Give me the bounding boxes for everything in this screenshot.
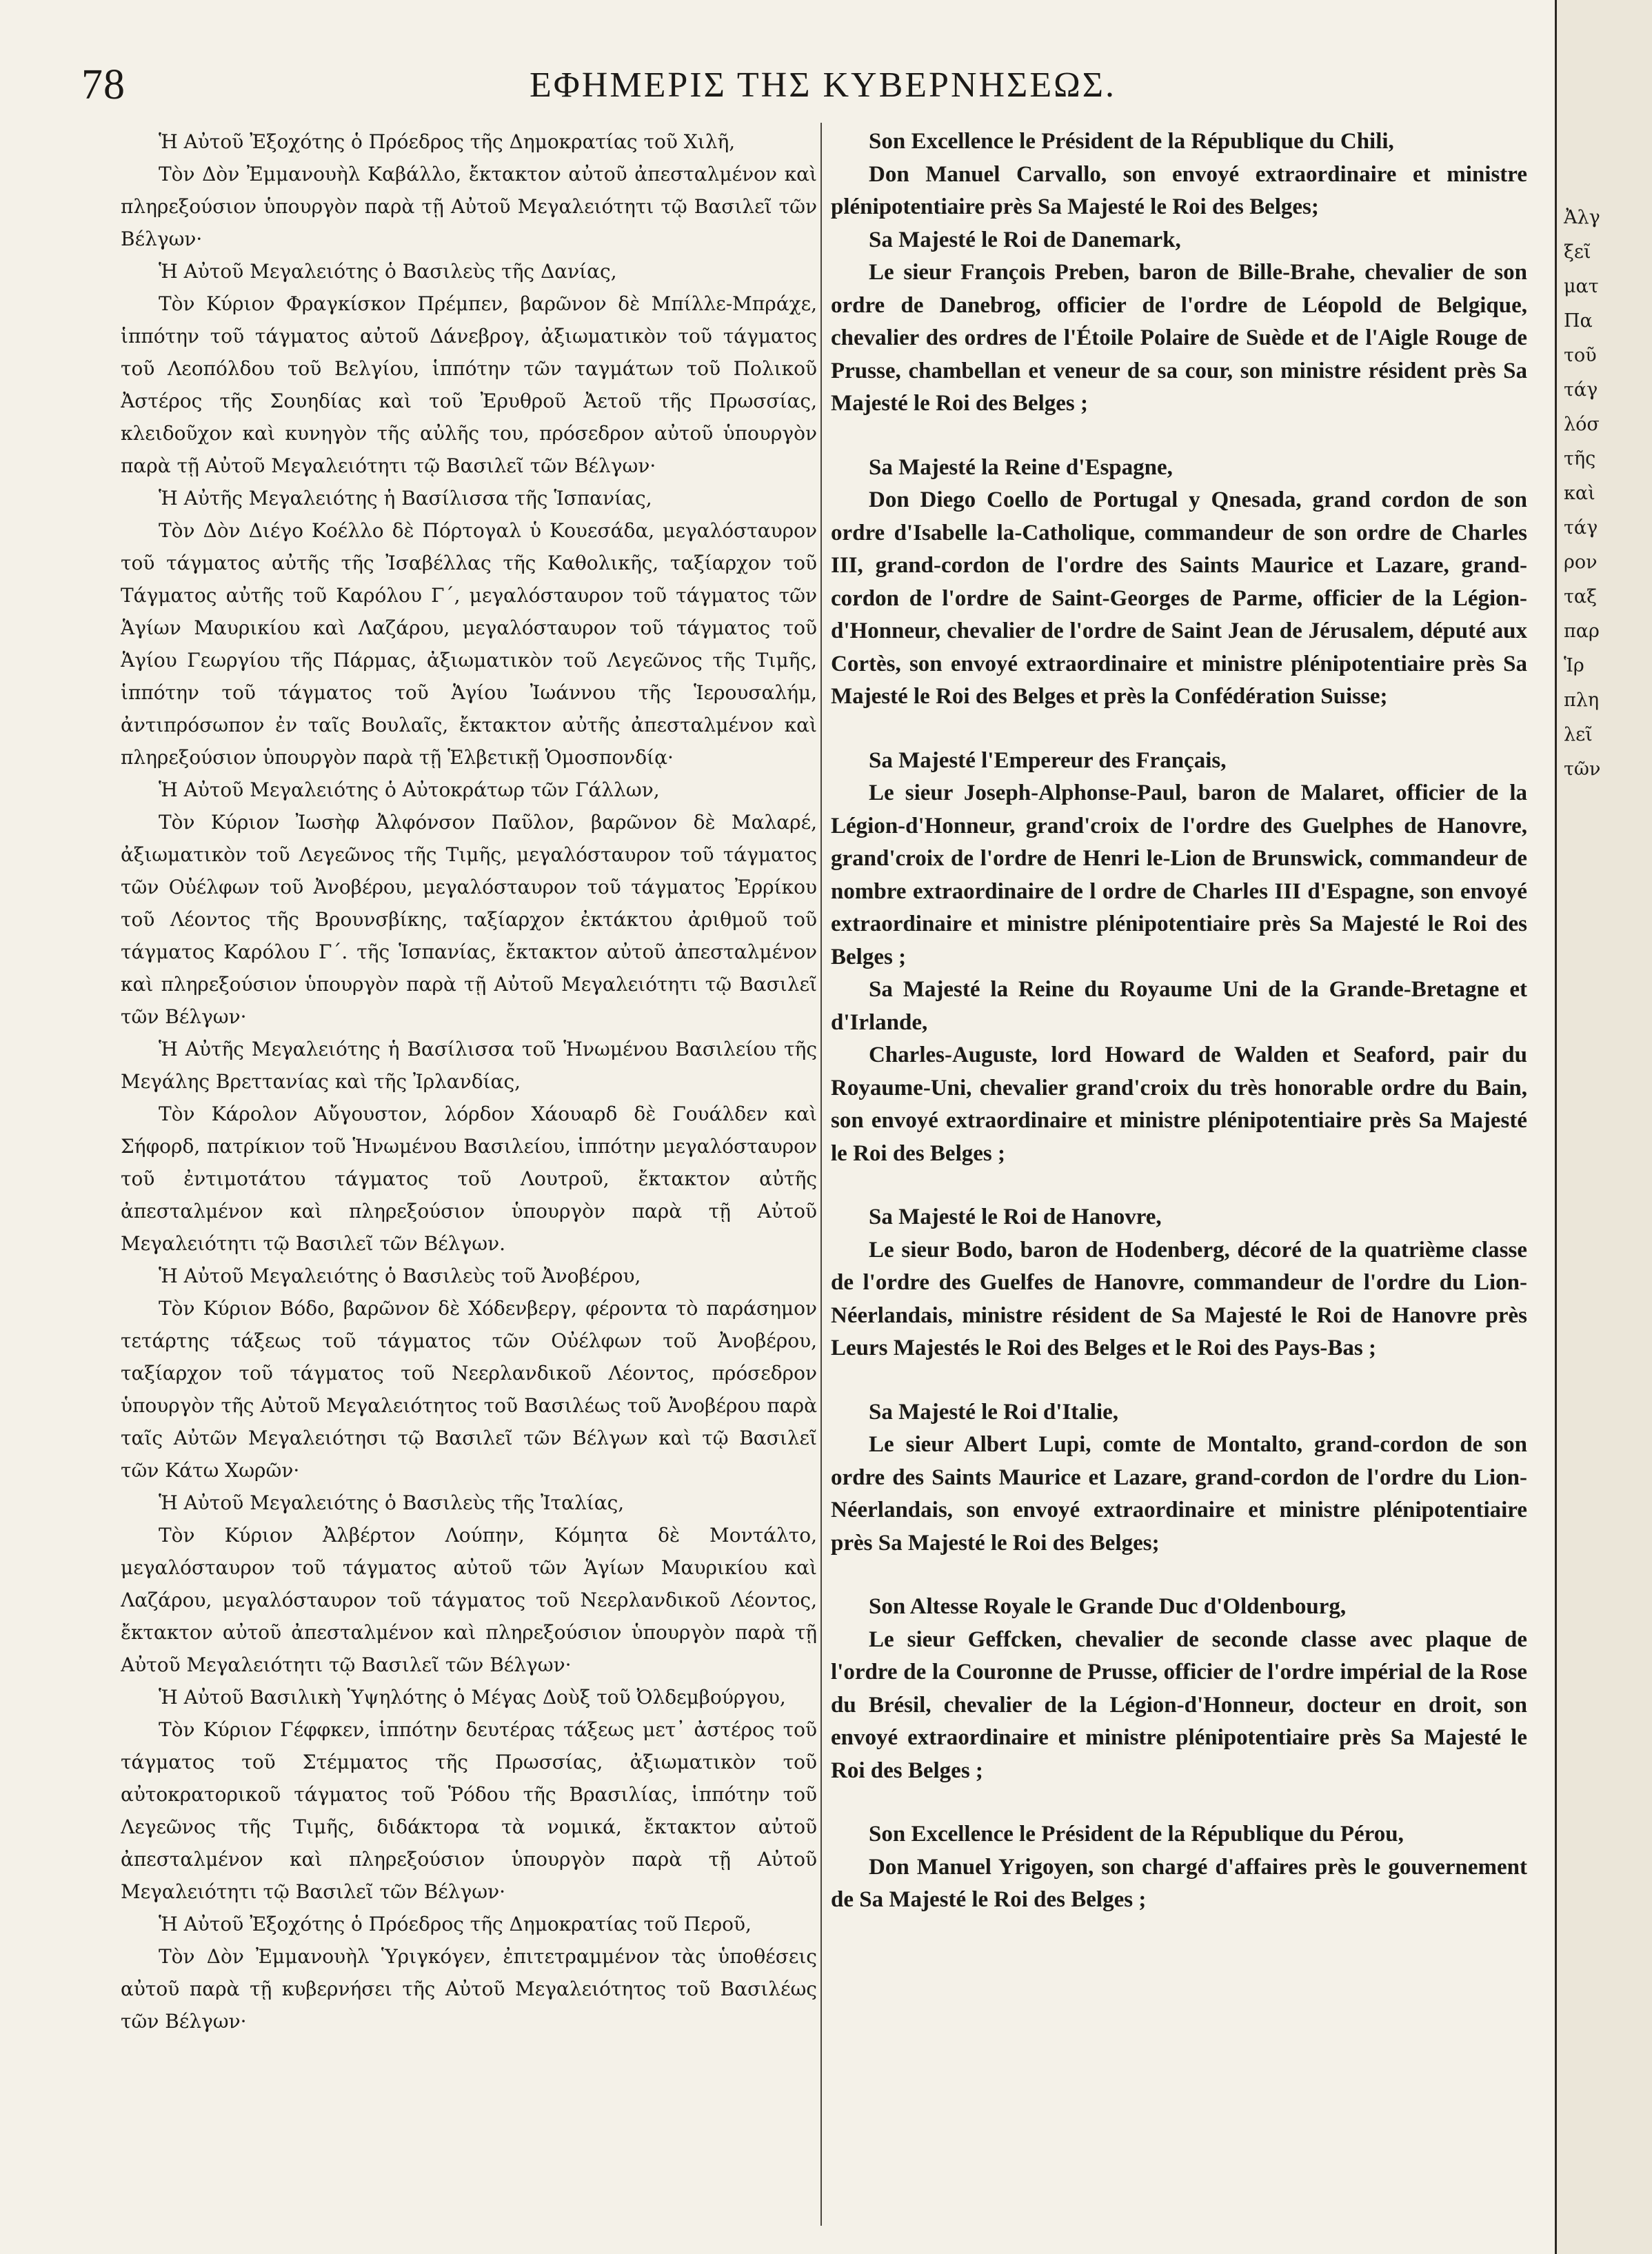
column-divider <box>820 123 822 2226</box>
french-paragraph: Le sieur Albert Lupi, comte de Montalto, grand-cordon de son ordre des Saints Maurice et Lazare, grand-cordon de l'ordre du Lion-Néerlandais, son envoyé extraordinaire et ministre plénipotentiaire près Sa Majesté le Roi des Belges; <box>831 1432 1527 1556</box>
french-paragraph: Son Excellence le Président de la République du Chili, <box>869 129 1394 154</box>
page-header <box>0 41 1652 117</box>
edge-fragment: λεῖ <box>1564 724 1593 745</box>
edge-fragment: Ἱρ <box>1564 655 1584 676</box>
adjacent-page-edge <box>1555 0 1652 2254</box>
greek-paragraph: Τὸν Κύριον Γέφφκεν, ἱππότην δευτέρας τάξεως μετ᾽ ἀστέρος τοῦ τάγματος τοῦ Στέμματος τῆς Πρωσσίας, ἀξιωματικὸν τοῦ αὐτοκρατορικοῦ τάγματος τοῦ Ῥόδου τῆς Βρασιλίας, ἱππότην τοῦ Λεγεῶνος τῆς Τιμῆς, διδάκτορα τὰ νομικά, ἔκτακτον αὐτοῦ ἀπεσταλμένον καὶ πληρεξούσιον ὑπουργὸν παρὰ τῇ Αὐτοῦ Μεγαλειότητι τῷ Βασιλεῖ τῶν Βέλγων· <box>121 1718 817 1903</box>
edge-fragment: πλη <box>1564 690 1600 711</box>
french-paragraph: Le sieur Geffcken, chevalier de seconde classe avec plaque de l'ordre de la Couronne de Prusse, officier de l'ordre impérial de la Rose du Brésil, chevalier de la Légion-d'Honneur, docteur en droit, son envoyé extraordinaire et ministre plénipotentiaire près Sa Majesté le Roi des Belges ; <box>831 1627 1527 1783</box>
greek-paragraph: Τὸν Κάρολον Αὔγουστον, λόρδον Χάουαρδ δὲ Γουάλδεν καὶ Σήφορδ, πατρίκιον τοῦ Ἡνωμένου Βασιλείου, ἱππότην μεγαλόσταυρον τοῦ ἐντιμοτάτου τάγματος τοῦ Λουτροῦ, ἔκτακτον αὐτῆς ἀπεσταλμένον καὶ πληρεξούσιον ὑπουργὸν παρὰ τῇ Αὐτοῦ Μεγαλειότητι τῷ Βασιλεῖ τῶν Βέλγων. <box>121 1103 817 1255</box>
greek-text-column <box>121 125 817 2215</box>
paragraph-gap <box>831 1170 1527 1201</box>
greek-paragraph: Ἡ Αὐτοῦ Μεγαλειότης ὁ Αὐτοκράτωρ τῶν Γάλλων, <box>159 778 660 801</box>
paragraph-gap <box>831 714 1527 745</box>
edge-fragment: ρον <box>1564 552 1598 573</box>
edge-fragment: τάγ <box>1564 379 1598 401</box>
french-paragraph: Don Manuel Yrigoyen, son chargé d'affaires près le gouvernement de Sa Majesté le Roi des Belges ; <box>831 1854 1527 1912</box>
edge-fragment: ματ <box>1564 276 1599 297</box>
french-paragraph: Sa Majesté la Reine d'Espagne, <box>869 454 1173 480</box>
greek-paragraph: Ἡ Αὐτοῦ Μεγαλειότης ὁ Βασιλεὺς τῆς Δανίας, <box>159 260 617 283</box>
edge-fragment: τοῦ <box>1564 345 1597 366</box>
paragraph-gap <box>831 1560 1527 1591</box>
french-paragraph: Son Excellence le Président de la République du Pérou, <box>869 1822 1404 1847</box>
greek-paragraph: Ἡ Αὐτοῦ Ἐξοχότης ὁ Πρόεδρος τῆς Δημοκρατίας τοῦ Περοῦ, <box>159 1913 752 1935</box>
page-number: 78 <box>81 61 125 108</box>
french-paragraph: Don Manuel Carvallo, son envoyé extraordinaire et ministre plénipotentiaire près Sa Majesté le Roi des Belges; <box>831 161 1527 219</box>
french-paragraph: Sa Majesté le Roi d'Italie, <box>869 1399 1119 1425</box>
french-paragraph: Le sieur François Preben, baron de Bille-Brahe, chevalier de son ordre de Danebrog, officier de l'ordre de Léopold de Belgique, chevalier des ordres de l'Étoile Polaire de Suède et de l'Aigle Rouge de Prusse, chambellan et veneur de sa cour, son ministre résident près Sa Majesté le Roi des Belges ; <box>831 260 1527 416</box>
greek-paragraph: Ἡ Αὐτῆς Μεγαλειότης ἡ Βασίλισσα τῆς Ἱσπανίας, <box>159 487 652 510</box>
french-paragraph: Sa Majesté le Roi de Danemark, <box>869 227 1181 252</box>
edge-fragment: Ἀλγ <box>1564 207 1600 228</box>
edge-fragment: τάγ <box>1564 517 1598 539</box>
greek-paragraph: Ἡ Αὐτοῦ Μεγαλειότης ὁ Βασιλεὺς τῆς Ἰταλίας, <box>159 1491 625 1514</box>
paragraph-gap <box>831 421 1527 452</box>
french-text-column <box>831 125 1527 2215</box>
french-paragraph: Sa Majesté l'Empereur des Français, <box>869 747 1227 773</box>
french-paragraph: Sa Majesté la Reine du Royaume Uni de la Grande-Bretagne et d'Irlande, <box>831 977 1527 1035</box>
greek-paragraph: Τὸν Κύριον Βόδο, βαρῶνον δὲ Χόδενβεργ, φέροντα τὸ παράσημον τετάρτης τάξεως τοῦ τάγματος τῶν Οὐέλφων τοῦ Ἀνοβέρου, ταξίαρχον τοῦ τάγματος τοῦ Νεερλανδικοῦ Λέοντος, πρόσεδρον ὑπουργὸν τῆς Αὐτοῦ Μεγαλειότητος τοῦ Βασιλέως τοῦ Ἀνοβέρου παρὰ ταῖς Αὐτῶν Μεγαλειότησι τῷ Βασιλεῖ τῶν Βέλγων καὶ τῷ Βασιλεῖ τῶν Κάτω Χωρῶν· <box>121 1297 817 1482</box>
greek-paragraph: Τὸν Κύριον Ἰωσὴφ Ἀλφόνσον Παῦλον, βαρῶνον δὲ Μαλαρέ, ἀξιωματικὸν τοῦ Λεγεῶνος τῆς Τιμῆς, μεγαλόσταυρον τοῦ τάγματος τῶν Οὐέλφων τοῦ Ἀνοβέρου, μεγαλόσταυρον τοῦ τάγματος Ἐρρίκου τοῦ Λέοντος τῆς Βρουνσβίκης, ταξίαρχον ἐκτάκτου ἀριθμοῦ τοῦ τάγματος Καρόλου Γ΄. τῆς Ἱσπανίας, ἔκτακτον αὐτοῦ ἀπεσταλμένον καὶ πληρεξούσιον ὑπουργὸν παρὰ τῇ Αὐτοῦ Μεγαλειότητι τῷ Βασιλεῖ τῶν Βέλγων· <box>121 811 817 1028</box>
edge-fragment: καὶ <box>1564 483 1595 504</box>
page-title: ΕΦΗΜΕΡΙΣ ΤΗΣ ΚΥΒΕΡΝΗΣΕΩΣ. <box>530 66 1116 105</box>
greek-paragraph: Τὸν Κύριον Φραγκίσκον Πρέμπεν, βαρῶνον δὲ Μπίλλε-Μπράχε, ἱππότην τοῦ τάγματος αὐτοῦ Δάνεβρογ, ἀξιωματικὸν τοῦ τάγματος τοῦ Λεοπόλδου τοῦ Βελγίου, ἱππότην τῶν ταγμάτων τοῦ Πολικοῦ Ἀστέρος τῆς Σουηδίας καὶ τοῦ Ἐρυθροῦ Ἀετοῦ τῆς Πρωσσίας, κλειδοῦχον καὶ κυνηγὸν τῆς αὐλῆς του, πρόσεδρον αὐτοῦ ὑπουργὸν παρὰ τῇ Αὐτοῦ Μεγαλειότητι τῷ Βασιλεῖ τῶν Βέλγων· <box>121 292 817 477</box>
edge-fragment: ξεῖ <box>1564 241 1591 263</box>
french-paragraph: Son Altesse Royale le Grande Duc d'Oldenbourg, <box>869 1594 1347 1619</box>
edge-fragment: λόσ <box>1564 414 1600 435</box>
greek-paragraph: Ἡ Αὐτοῦ Ἐξοχότης ὁ Πρόεδρος τῆς Δημοκρατίας τοῦ Χιλῆ, <box>159 130 736 153</box>
greek-paragraph: Ἡ Αὐτοῦ Βασιλικὴ Ὑψηλότης ὁ Μέγας Δοὺξ τοῦ Ὀλδεμβούργου, <box>159 1686 786 1709</box>
greek-paragraph: Ἡ Αὐτῆς Μεγαλειότης ἡ Βασίλισσα τοῦ Ἡνωμένου Βασιλείου τῆς Μεγάλης Βρεττανίας καὶ τῆς Ἰρλανδίας, <box>121 1038 817 1093</box>
greek-paragraph: Τὸν Δὸν Ἐμμανουὴλ Καβάλλο, ἔκτακτον αὐτοῦ ἀπεσταλμένον καὶ πληρεξούσιον ὑπουργὸν παρὰ τῇ Αὐτοῦ Μεγαλειότητι τῷ Βασιλεῖ τῶν Βέλγων· <box>121 163 817 250</box>
edge-fragment: Πα <box>1564 310 1593 332</box>
french-paragraph: Sa Majesté le Roi de Hanovre, <box>869 1205 1162 1229</box>
greek-paragraph: Τὸν Δὸν Ἐμμανουὴλ Ὑριγκόγεν, ἐπιτετραμμένον τὰς ὑποθέσεις αὐτοῦ παρὰ τῇ κυβερνήσει τῆς Αὐτοῦ Μεγαλειότητος τοῦ Βασιλέως τῶν Βέλγων· <box>121 1945 817 2033</box>
greek-paragraph: Τὸν Δὸν Διέγο Κοέλλο δὲ Πόρτογαλ ὑ Κουεσάδα, μεγαλόσταυρον τοῦ τάγματος αὐτῆς τῆς Ἰσαβέλλας τῆς Καθολικῆς, ταξίαρχον τοῦ Τάγματος αὐτῆς τοῦ Καρόλου Γ΄, μεγαλόσταυρον τοῦ τάγματος τῶν Ἁγίων Μαυρικίου καὶ Λαζάρου, μεγαλόσταυρον τοῦ τάγματος τοῦ Ἁγίου Γεωργίου τῆς Πάρμας, ἀξιωματικὸν τοῦ Λεγεῶνος τῆς Τιμῆς, ἱππότην τοῦ τάγματος τοῦ Ἁγίου Ἰωάννου τῆς Ἱερουσαλήμ, ἀντιπρόσωπον ἐν ταῖς Βουλαῖς, ἔκτακτον αὐτῆς ἀπεσταλμένον καὶ πληρεξούσιον ὑπουργὸν παρὰ τῇ Ἑλβετικῇ Ὁμοσπονδίᾳ· <box>121 519 817 769</box>
edge-fragment: τῶν <box>1564 758 1601 780</box>
edge-fragment: τῆς <box>1564 448 1596 470</box>
greek-paragraph: Τὸν Κύριον Ἀλβέρτον Λούπην, Κόμητα δὲ Μοντάλτο, μεγαλόσταυρον τοῦ τάγματος αὐτοῦ τῶν Ἁγίων Μαυρικίου καὶ Λαζάρου, μεγαλόσταυρον τοῦ τάγματος τοῦ Νεερλανδικοῦ Λέοντος, ἔκτακτον αὐτοῦ ἀπεσταλμένον καὶ πληρεξούσιον ὑπουργὸν παρὰ τῇ Αὐτοῦ Μεγαλειότητι τῷ Βασιλεῖ τῶν Βέλγων· <box>121 1524 817 1676</box>
greek-paragraph: Ἡ Αὐτοῦ Μεγαλειότης ὁ Βασιλεὺς τοῦ Ἀνοβέρου, <box>159 1265 641 1287</box>
french-paragraph: Charles-Auguste, lord Howard de Walden et Seaford, pair du Royaume-Uni, chevalier grand'croix du très honorable ordre du Bain, son envoyé extraordinaire et ministre plénipotentiaire près Sa Majesté le Roi des Belges ; <box>831 1043 1527 1166</box>
french-paragraph: Don Diego Coello de Portugal y Qnesada, grand cordon de son ordre d'Isabelle la-Catholique, commandeur de son ordre de Charles III, grand-cordon de l'ordre des Saints Maurice et Lazare, grand-cordon de l'ordre de Saint-Georges de Parme, officier de la Légion-d'Honneur, chevalier de l'ordre de Saint Jean de Jérusalem, député aux Cortès, son envoyé extraordinaire et ministre plénipotentiaire près Sa Majesté le Roi des Belges et près la Confédération Suisse; <box>831 487 1527 709</box>
paragraph-gap <box>831 1787 1527 1818</box>
french-paragraph: Le sieur Joseph-Alphonse-Paul, baron de Malaret, officier de la Légion-d'Honneur, grand'croix de l'ordre des Guelphes de Hanovre, grand'croix de l'ordre de Henri le-Lion de Brunswick, commandeur de nombre extraordinaire de l ordre de Charles III d'Espagne, son envoyé extraordinaire et ministre plénipotentiaire près Sa Majesté le Roi des Belges ; <box>831 781 1527 969</box>
edge-fragment: παρ <box>1564 621 1600 642</box>
edge-fragment: ταξ <box>1564 586 1598 607</box>
paragraph-gap <box>831 1365 1527 1396</box>
french-paragraph: Le sieur Bodo, baron de Hodenberg, décoré de la quatrième classe de l'ordre des Guelfes de Hanovre, commandeur de l'ordre du Lion-Néerlandais, ministre résident de Sa Majesté le Roi de Hanovre près Leurs Majestés le Roi des Belges et le Roi des Pays-Bas ; <box>831 1237 1527 1360</box>
